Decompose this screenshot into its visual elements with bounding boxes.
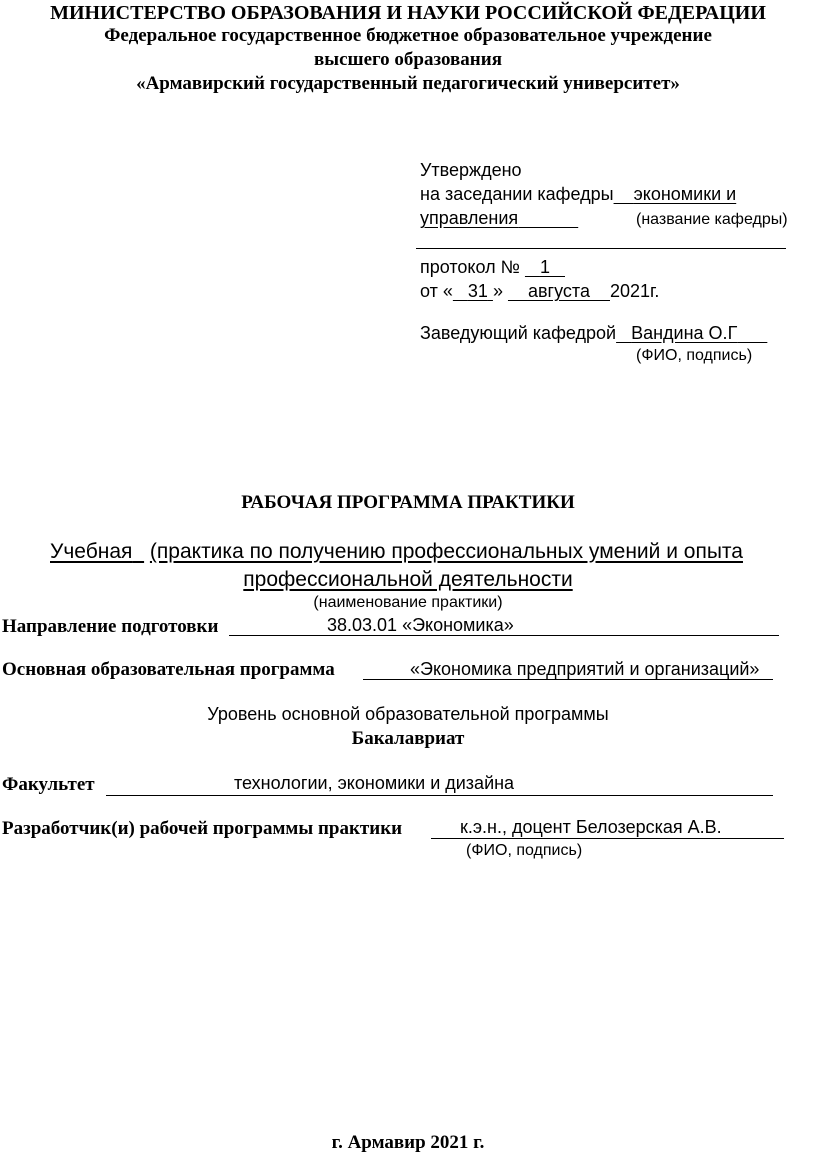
faculty-value: технологии, экономики и дизайна xyxy=(234,773,515,793)
department-name-part2: управления xyxy=(420,208,519,228)
head-of-department: Заведующий кафедрой Вандина О.Г xyxy=(420,323,767,344)
protocol-line: протокол № 1 xyxy=(420,257,565,278)
developer-underline xyxy=(431,838,784,839)
meeting-prefix: на заседании кафедры xyxy=(420,184,614,204)
department-hint: (название кафедры) xyxy=(636,211,788,228)
head-fio-hint: (ФИО, подпись) xyxy=(636,347,753,364)
faculty-label: Факультет xyxy=(2,774,95,795)
practice-desc-1: (практика по получению профессиональных умений и опыта xyxy=(149,540,743,563)
department-name-part1: экономики и xyxy=(633,184,737,204)
direction-value: 38.03.01 «Экономика» xyxy=(327,615,514,635)
edu-program-label: Основная образовательная программа xyxy=(2,659,335,680)
date-month: августа xyxy=(527,281,590,301)
department-line-2 xyxy=(420,208,578,229)
edu-program-value: «Экономика предприятий и организаций» xyxy=(410,659,760,679)
head-name: Вандина О.Г xyxy=(631,323,738,343)
developer-fio-hint: (ФИО, подпись) xyxy=(466,842,583,859)
developer-value: к.э.н., доцент Белозерская А.В. xyxy=(460,817,722,837)
faculty-underline xyxy=(106,795,773,796)
protocol-number: 1 xyxy=(539,257,550,277)
department-line xyxy=(420,184,736,205)
practice-line-2 xyxy=(0,568,816,592)
protocol-date: от « 31 » августа 2021г. xyxy=(420,281,660,301)
developer-label: Разработчик(и) рабочей программы практики xyxy=(2,818,403,839)
practice-hint: (наименование практики) xyxy=(313,594,503,611)
direction-label: Направление подготовки xyxy=(2,616,219,637)
date-day: 31 xyxy=(467,281,488,301)
approved-label: Утверждено xyxy=(420,160,522,180)
city-year: г. Армавир 2021 г. xyxy=(331,1132,485,1153)
institution-type-line-2: высшего образования xyxy=(314,49,502,70)
practice-desc-2: профессиональной деятельности xyxy=(243,568,573,591)
level-value: Бакалавриат xyxy=(351,728,465,749)
university-name: «Армавирский государственный педагогический университет» xyxy=(136,73,680,94)
department-underline xyxy=(416,248,786,249)
institution-type-line-1: Федеральное государственное бюджетное образовательное учреждение xyxy=(104,25,712,46)
ministry-title: МИНИСТЕРСТВО ОБРАЗОВАНИЯ И НАУКИ РОССИЙСКОЙ ФЕДЕРАЦИИ xyxy=(50,2,766,24)
program-title: РАБОЧАЯ ПРОГРАММА ПРАКТИКИ xyxy=(241,492,575,513)
practice-line-1 xyxy=(50,540,743,564)
level-label: Уровень основной образовательной программы xyxy=(207,704,609,724)
practice-type: Учебная xyxy=(50,540,133,563)
